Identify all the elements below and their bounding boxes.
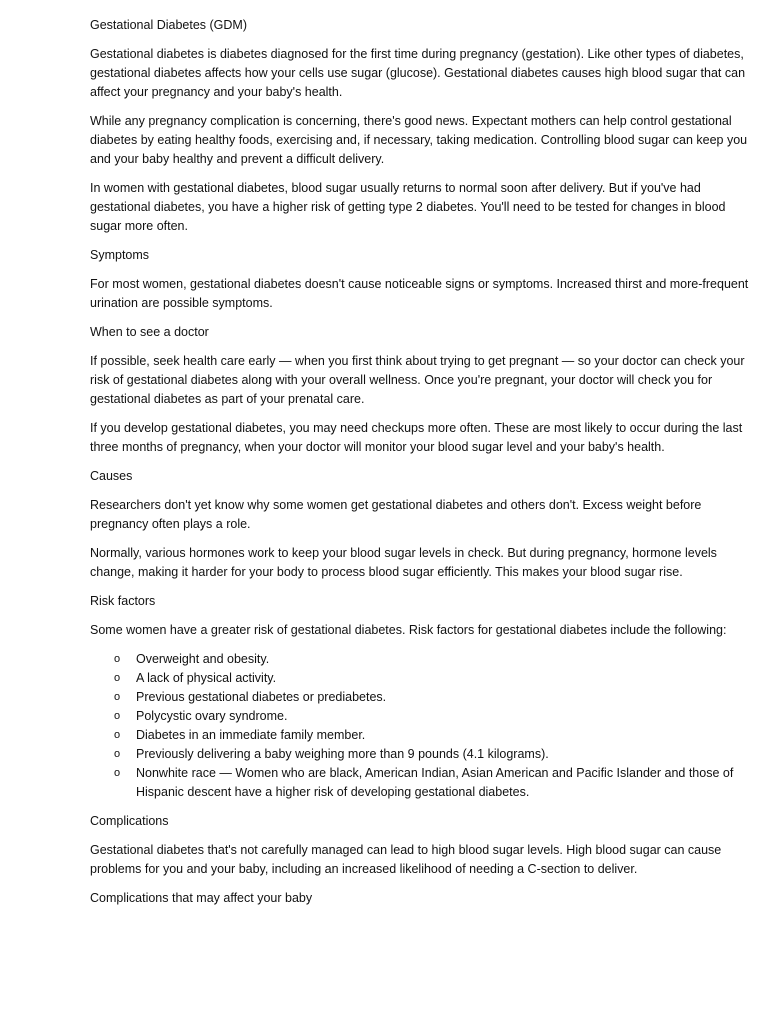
bullet-marker: o: [114, 653, 121, 665]
list-item: [90, 745, 758, 764]
list-item-text: Nonwhite race — Women who are black, American Indian, Asian American and Pacific Islander and those of Hispanic descent have a higher risk of developing gestational diabetes.: [136, 766, 734, 799]
causes-paragraph-1: Researchers don't yet know why some women get gestational diabetes and others don't. Excess weight before pregnancy often plays a role.: [90, 498, 702, 531]
causes-paragraph-2: Normally, various hormones work to keep your blood sugar levels in check. But during pregnancy, hormone levels change, making it harder for your body to process blood sugar efficiently. This makes your blood sugar rise.: [90, 546, 717, 579]
list-item-text: Previously delivering a baby weighing more than 9 pounds (4.1 kilograms).: [136, 747, 549, 761]
list-item-text: Polycystic ovary syndrome.: [136, 709, 288, 723]
complications-baby-heading: Complications that may affect your baby: [90, 891, 313, 905]
bullet-marker: o: [114, 767, 121, 779]
list-item: [90, 688, 758, 707]
doctor-paragraph-2: If you develop gestational diabetes, you may need checkups more often. These are most likely to occur during the last three months of pregnancy, when your doctor will monitor your blood sugar level and your baby's health.: [90, 421, 743, 454]
list-item: [90, 669, 758, 688]
document-page: [90, 16, 758, 918]
risk-factors-intro: Some women have a greater risk of gestational diabetes. Risk factors for gestational diabetes include the following:: [90, 623, 727, 637]
doctor-heading: When to see a doctor: [90, 325, 209, 339]
risk-factors-list: [90, 650, 758, 802]
symptoms-paragraph: For most women, gestational diabetes doesn't cause noticeable signs or symptoms. Increased thirst and more-frequent urination are possible symptoms.: [90, 277, 749, 310]
bullet-marker: o: [114, 691, 121, 703]
bullet-marker: o: [114, 748, 121, 760]
intro-paragraph-1: Gestational diabetes is diabetes diagnosed for the first time during pregnancy (gestation). Like other types of diabetes, gestational diabetes affects how your cells use sugar (glucose). Gestational diabetes causes high blood sugar that can affect your pregnancy and your baby's health.: [90, 47, 746, 99]
bullet-marker: o: [114, 672, 121, 684]
document-title: Gestational Diabetes (GDM): [90, 18, 248, 32]
list-item: [90, 764, 758, 802]
list-item: [90, 650, 758, 669]
complications-paragraph: Gestational diabetes that's not carefully managed can lead to high blood sugar levels. High blood sugar can cause problems for you and your baby, including an increased likelihood of needing a C-section to deliver.: [90, 843, 722, 876]
causes-heading: Causes: [90, 469, 133, 483]
complications-heading: Complications: [90, 814, 169, 828]
bullet-marker: o: [114, 710, 121, 722]
list-item-text: A lack of physical activity.: [136, 671, 277, 685]
list-item-text: Previous gestational diabetes or prediabetes.: [136, 690, 387, 704]
risk-factors-heading: Risk factors: [90, 594, 156, 608]
doctor-paragraph-1: If possible, seek health care early — when you first think about trying to get pregnant — so your doctor can check your risk of gestational diabetes along with your overall wellness. Once you're pregnant, your doctor will check you for gestational diabetes as part of your prenatal care.: [90, 354, 745, 406]
list-item-text: Diabetes in an immediate family member.: [136, 728, 366, 742]
list-item-text: Overweight and obesity.: [136, 652, 270, 666]
intro-paragraph-3: In women with gestational diabetes, blood sugar usually returns to normal soon after delivery. But if you've had gestational diabetes, you have a higher risk of getting type 2 diabetes. You'll need to be tested for changes in blood sugar more often.: [90, 181, 726, 233]
symptoms-heading: Symptoms: [90, 248, 150, 262]
list-item: [90, 707, 758, 726]
intro-paragraph-2: While any pregnancy complication is concerning, there's good news. Expectant mothers can help control gestational diabetes by eating healthy foods, exercising and, if necessary, taking medication. Controlling blood sugar can keep you and your baby healthy and prevent a difficult delivery.: [90, 114, 748, 166]
list-item: [90, 726, 758, 745]
bullet-marker: o: [114, 729, 121, 741]
